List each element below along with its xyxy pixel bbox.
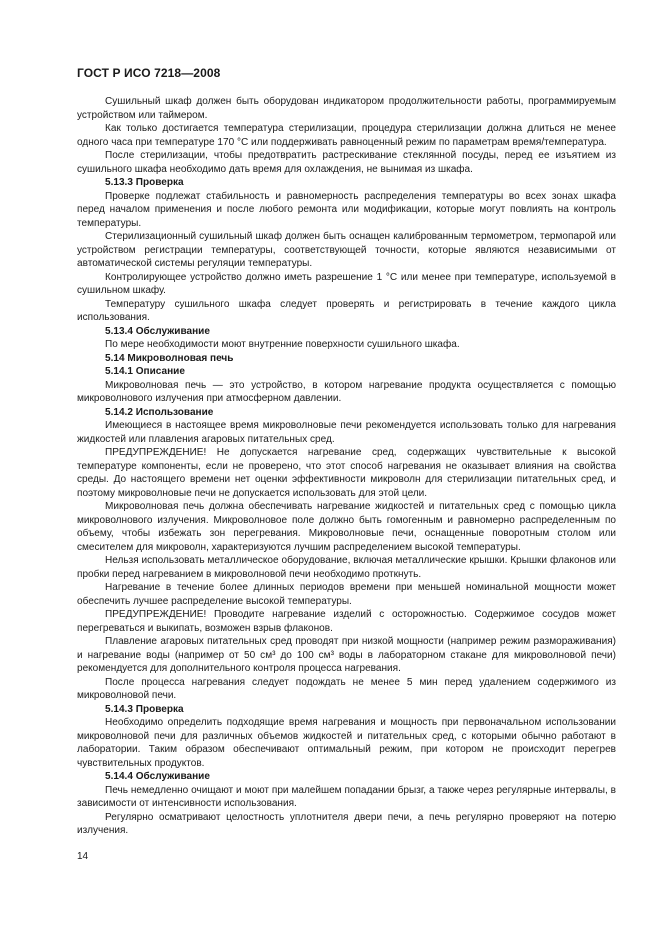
section-heading: 5.14.2 Использование bbox=[105, 406, 214, 418]
paragraph: ПРЕДУПРЕЖДЕНИЕ! Не допускается нагревание сред, содержащих чувствительные к высокой температуре компоненты, если не проверено, что этот способ нагревания не оказывает влияния на свойства среды. До настоящего времени нет оценки эффективности микроволн для стерилизации питательных сред, и поэтому микроволновые печи не допускается использовать для этой цели. bbox=[77, 447, 616, 499]
paragraph: Имеющиеся в настоящее время микроволновые печи рекомендуется использовать только для нагревания жидкостей или плавления агаровых питательных сред. bbox=[77, 420, 616, 445]
paragraph: Регулярно осматривают целостность уплотнителя двери печи, а печь регулярно проверяют на потерю излучения. bbox=[77, 811, 616, 836]
paragraph: Микроволновая печь должна обеспечивать нагревание жидкостей и питательных сред с помощью цикла микроволнового излучения. Микроволновое поле должно быть гомогенным и равномерно распределенным по объему, чтобы избежать зон перегревания. Микроволновые печи, оснащенные поворотным столом или смесителем для микроволн, характеризуются лучшим распределением высокой температуры. bbox=[77, 501, 616, 553]
section-heading: 5.13.3 Проверка bbox=[105, 177, 184, 188]
paragraph: Нагревание в течение более длинных периодов времени при меньшей номинальной мощности может обеспечить лучшее распределение высокой температуры. bbox=[77, 582, 616, 607]
paragraph: Микроволновая печь — это устройство, в котором нагревание продукта осуществляется с помощью микроволнового излучения при атмосферном давлении. bbox=[77, 379, 616, 404]
paragraph: Печь немедленно очищают и моют при малейшем попадании брызг, а также через регулярные интервалы, в зависимости от интенсивности использования. bbox=[77, 784, 616, 809]
paragraph: Температуру сушильного шкафа следует проверять и регистрировать в течение каждого цикла использования. bbox=[77, 298, 616, 323]
paragraph: ПРЕДУПРЕЖДЕНИЕ! Проводите нагревание изделий с осторожностью. Содержимое сосудов может перегреваться и выкипать, возможен взрыв флаконов. bbox=[77, 609, 616, 634]
paragraph: Сушильный шкаф должен быть оборудован индикатором продолжительности работы, программируемым устройством или таймером. bbox=[77, 96, 616, 121]
paragraph: Контролирующее устройство должно иметь разрешение 1 °С или менее при температуре, используемой в сушильном шкафу. bbox=[77, 271, 616, 296]
paragraph: После стерилизации, чтобы предотвратить растрескивание стеклянной посуды, перед ее изъятием из сушильного шкафа необходимо дать время для охлаждения, не вынимая из шкафа. bbox=[77, 150, 616, 175]
paragraph: Проверке подлежат стабильность и равномерность распределения температуры во всех зонах шкафа перед началом применения и после любого ремонта или модификации, которые могут повлиять на контроль температуры. bbox=[77, 190, 616, 229]
section-heading: 5.14.4 Обслуживание bbox=[105, 771, 210, 782]
section-heading: 5.13.4 Обслуживание bbox=[105, 325, 210, 337]
section-heading: 5.14.3 Проверка bbox=[105, 703, 184, 715]
paragraph: Нельзя использовать металлическое оборудование, включая металлические крышки. Крышки флаконов или пробки перед нагреванием в микроволновой печи необходимо проткнуть. bbox=[77, 555, 616, 580]
page-number: 14 bbox=[77, 851, 89, 862]
document-body bbox=[77, 95, 616, 838]
paragraph: После процесса нагревания следует подождать не менее 5 мин перед удалением содержимого из микроволновой печи. bbox=[77, 676, 616, 701]
section-heading: 5.14.1 Описание bbox=[105, 366, 185, 377]
document-header: ГОСТ Р ИСО 7218—2008 bbox=[77, 66, 221, 80]
paragraph: Плавление агаровых питательных сред проводят при низкой мощности (например режим размораживания) и нагревание воды (например от 50 см³ до 100 см³ воды в лабораторном стакане для микроволновой печи) рекомендуется для дополнительного контроля процесса нагревания. bbox=[77, 636, 616, 674]
paragraph: Стерилизационный сушильный шкаф должен быть оснащен калиброванным термометром, термопарой или устройством регистрации температуры, соответствующей точности, которые являются независимыми от автоматической системы регуляции температуры. bbox=[77, 231, 616, 269]
paragraph: По мере необходимости моют внутренние поверхности сушильного шкафа. bbox=[105, 339, 460, 350]
paragraph: Как только достигается температура стерилизации, процедура стерилизации должна длиться не менее одного часа при температуре 170 °С или поддерживать равноценный режим по параметрам время/температура. bbox=[77, 123, 616, 148]
section-heading: 5.14 Микроволновая печь bbox=[105, 352, 234, 364]
paragraph: Необходимо определить подходящие время нагревания и мощность при первоначальном использовании микроволновой печи для различных объемов жидкостей и питательных сред, с которыми обычно работают в лаборатории. Таким образом обеспечивают оптимальный режим, при котором не происходит перегрев чувствительных продуктов. bbox=[77, 717, 616, 769]
